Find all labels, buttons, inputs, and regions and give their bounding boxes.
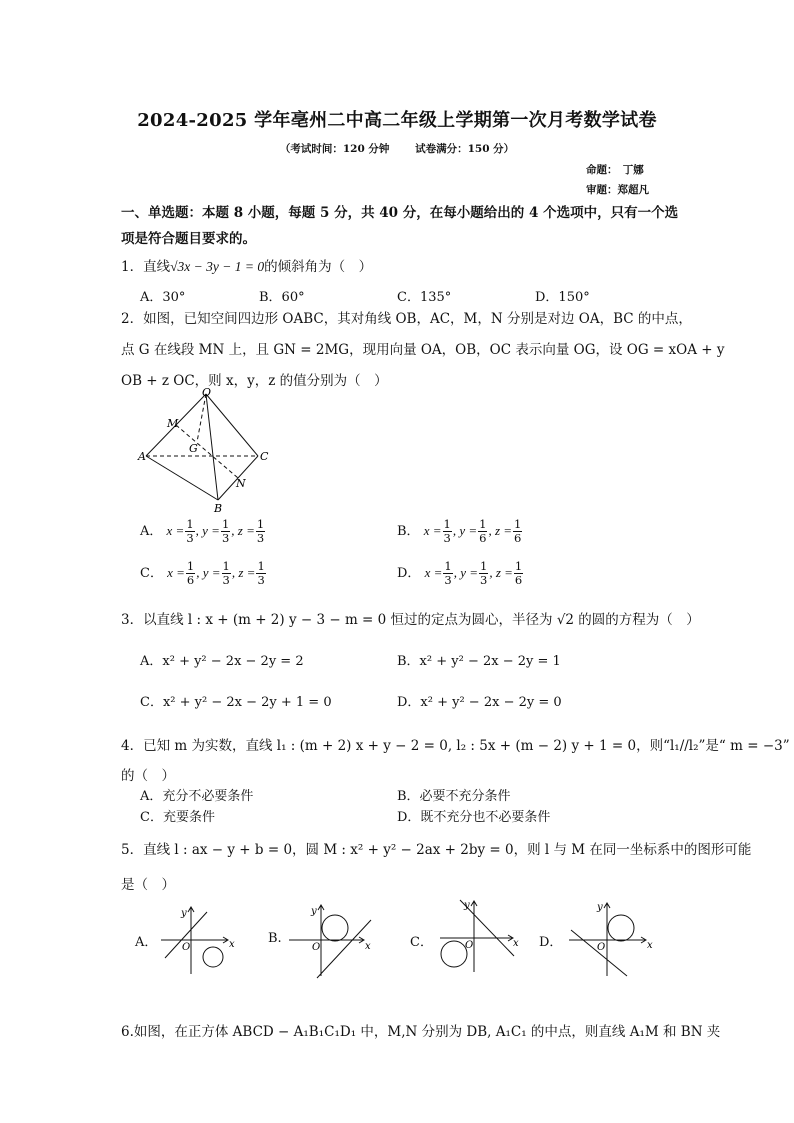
q2-option-a[interactable]: A． x = $\frac{1}{3}$ , y = $\frac{1}{3}$ , z = $\frac{1}{3}$: [140, 517, 265, 545]
label-B: B: [214, 502, 223, 514]
frac-den: 3: [444, 573, 452, 587]
question-2-line1: 2．如图，已知空间四边形 OABC，其对角线 OB，AC，M，N 分别是对边 OA，BC 的中点，: [121, 311, 692, 327]
q4-option-a[interactable]: A．充分不必要条件: [140, 789, 254, 804]
frac-num: 1: [257, 559, 265, 573]
q5-option-b-graph[interactable]: [285, 898, 375, 980]
frac-den: 6: [186, 573, 195, 587]
label-C: C: [260, 450, 269, 463]
frac-den: 3: [256, 531, 265, 545]
q4-option-b[interactable]: B．必要不充分条件: [397, 789, 511, 804]
frac-num: 1: [186, 517, 194, 531]
label-G: G: [189, 442, 198, 455]
tetrahedron-figure: [134, 386, 274, 514]
exam-time: （考试时间：120 分钟: [279, 143, 390, 155]
axis-x-label: x: [647, 940, 653, 951]
question-math: √3x − 3y − 1 = 0: [170, 259, 265, 274]
frac-num: 1: [480, 559, 488, 573]
origin-label: O: [182, 942, 191, 953]
question-text: 直线: [143, 259, 171, 275]
option-letter: C．: [140, 566, 163, 581]
frac-den: 6: [514, 573, 523, 587]
frac-num: 1: [514, 559, 523, 573]
frac-num: 1: [256, 517, 265, 531]
full-score: 试卷满分：150 分）: [415, 143, 515, 155]
q2-option-d[interactable]: D． x = $\frac{1}{3}$ , y = $\frac{1}{3}$ , z = $\frac{1}{6}$: [397, 559, 523, 587]
frac-num: 1: [514, 517, 522, 531]
label-A: A: [138, 450, 146, 463]
frac-den: 3: [443, 531, 451, 545]
q5-option-c-graph[interactable]: [430, 894, 522, 976]
question-2-line2: 点 G 在线段 MN 上，且 GN = 2MG，现用向量 OA，OB，OC 表示向量 OG，设 OG = xOA + y: [121, 342, 725, 358]
axis-y-label: y: [181, 908, 187, 919]
question-text: 的倾斜角为（ ）: [264, 259, 373, 275]
q3-option-b[interactable]: B．x² + y² − 2x − 2y = 1: [397, 654, 561, 669]
label-N: N: [236, 477, 246, 490]
question-5-stem: 5．直线 l : ax − y + b = 0，圆 M : x² + y² − 2ax + 2by = 0，则 l 与 M 在同一坐标系中的图形可能: [121, 842, 752, 858]
origin-label: O: [465, 940, 474, 951]
q3-option-c[interactable]: C．x² + y² − 2x − 2y + 1 = 0: [140, 695, 332, 710]
q5-option-c-label[interactable]: C．: [410, 935, 433, 950]
axis-x-label: x: [365, 941, 371, 952]
question-number: 1．: [121, 259, 144, 275]
exam-title: 2024-2025 学年亳州二中高二年级上学期第一次月考数学试卷: [137, 110, 657, 131]
frac-num: 1: [221, 517, 230, 531]
option-letter: D．: [397, 566, 421, 581]
origin-label: O: [597, 942, 606, 953]
q1-option-b[interactable]: B．60°: [259, 290, 305, 305]
question-3-stem: 3．以直线 l : x + (m + 2) y − 3 − m = 0 恒过的定点为圆心，半径为 √2 的圆的方程为（ ）: [121, 612, 700, 628]
q1-option-c[interactable]: C．135°: [397, 290, 452, 305]
frac-den: 3: [222, 573, 230, 587]
frac-num: 1: [186, 559, 195, 573]
frac-den: 3: [480, 573, 488, 587]
question-2-line3: OB + z OC，则 x，y，z 的值分别为（ ）: [121, 373, 388, 389]
frac-num: 1: [479, 517, 487, 531]
axis-y-label: y: [597, 902, 603, 913]
question-6-stem: 6.如图，在正方体 ABCD − A₁B₁C₁D₁ 中，M,N 分别为 DB, A₁C₁ 的中点，则直线 A₁M 和 BN 夹: [121, 1024, 721, 1040]
question-1-stem: [121, 255, 372, 275]
q1-option-a[interactable]: A．30°: [140, 290, 186, 305]
origin-label: O: [312, 942, 321, 953]
q1-option-d[interactable]: D．150°: [535, 290, 590, 305]
q5-option-a-graph[interactable]: [155, 900, 240, 978]
axis-y-label: y: [464, 900, 470, 911]
frac-den: 6: [479, 531, 487, 545]
section-heading: 一、单选题：本题 8 小题，每题 5 分，共 40 分，在每小题给出的 4 个选项中，只有一个选项是符合题目要求的。: [121, 205, 679, 247]
axis-y-label: y: [311, 906, 317, 917]
q3-option-d[interactable]: D．x² + y² − 2x − 2y = 0: [397, 695, 562, 710]
option-letter: B．: [397, 524, 420, 539]
q2-option-b[interactable]: B． x = $\frac{1}{3}$ , y = $\frac{1}{6}$ , z = $\frac{1}{6}$: [397, 517, 522, 545]
q5-option-d-label[interactable]: D．: [539, 935, 563, 950]
question-5-stem2: 是（ ）: [121, 877, 175, 893]
frac-den: 3: [186, 531, 194, 545]
q4-option-c[interactable]: C．充要条件: [140, 810, 215, 825]
axis-x-label: x: [513, 938, 519, 949]
axis-x-label: x: [229, 939, 235, 950]
frac-num: 1: [443, 517, 451, 531]
question-4-stem2: 的（ ）: [121, 768, 175, 784]
q5-option-a-label[interactable]: A．: [135, 935, 158, 950]
reviewer-label: 审题：郑超凡: [586, 184, 649, 196]
q5-option-b-label[interactable]: B.: [268, 931, 282, 946]
label-O: O: [202, 386, 212, 399]
label-M: M: [167, 417, 179, 430]
setter-label: 命题： 丁娜: [586, 164, 644, 176]
q4-option-d[interactable]: D．既不充分也不必要条件: [397, 810, 551, 825]
frac-den: 3: [257, 573, 265, 587]
option-letter: A．: [140, 524, 163, 539]
q5-option-d-graph[interactable]: [565, 896, 657, 978]
frac-den: 3: [221, 531, 230, 545]
q2-option-c[interactable]: C． x = $\frac{1}{6}$ , y = $\frac{1}{3}$ , z = $\frac{1}{3}$: [140, 559, 265, 587]
exam-subtitle: [0, 141, 794, 156]
frac-num: 1: [444, 559, 452, 573]
frac-num: 1: [222, 559, 230, 573]
question-4-stem: 4．已知 m 为实数，直线 l₁ : (m + 2) x + y − 2 = 0, l₂ : 5x + (m − 2) y + 1 = 0，则“l₁//l₂”是“ m = −3”: [121, 738, 790, 754]
q3-option-a[interactable]: A．x² + y² − 2x − 2y = 2: [140, 654, 304, 669]
frac-den: 6: [514, 531, 522, 545]
